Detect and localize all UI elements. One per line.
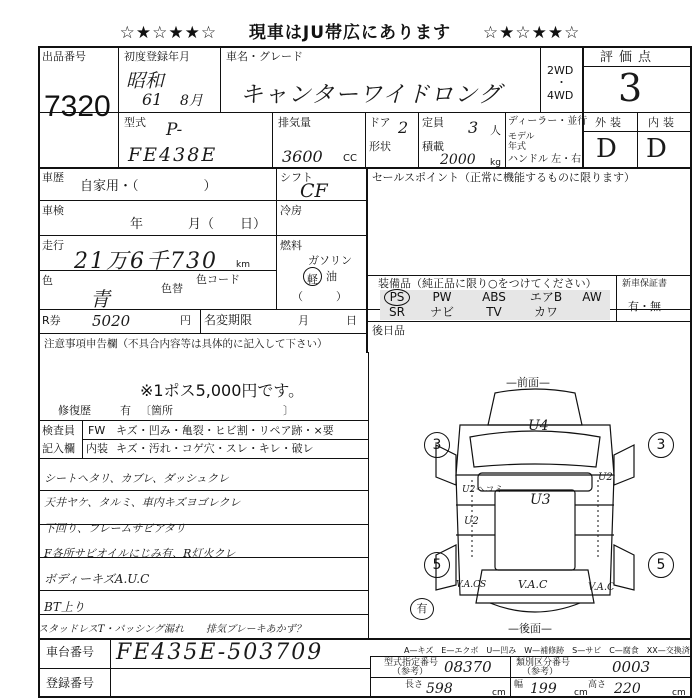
history-label: 車歴: [42, 171, 64, 184]
remark-7: スタッドレスT・パッシング漏れ: [38, 624, 184, 635]
drive-dot: ・: [556, 76, 567, 89]
displacement-unit: CC: [343, 153, 357, 164]
model-designation-sub: （参考）: [392, 667, 429, 677]
equipment-title: 装備品（純正品に限り○をつけてください）: [378, 277, 597, 290]
remark-4: F各所サビオイルにじみ有、R灯火クレ: [44, 547, 236, 560]
mark-vac-left: V.A.CS: [456, 580, 487, 590]
interior-value: D: [646, 134, 667, 164]
drive-2wd: 2WD: [547, 64, 574, 77]
model-value: FE438E: [128, 144, 218, 166]
banner: [0, 18, 700, 43]
width-unit: cm: [574, 688, 588, 698]
tire-fr-value: 3: [656, 437, 666, 453]
length-value: 598: [426, 681, 453, 697]
spare-value: 有: [416, 602, 428, 615]
chassis-value: FE435E-503709: [116, 640, 324, 665]
load-value: 2000: [440, 152, 476, 168]
handle-label: ハンドル 左・右: [508, 154, 582, 165]
doors-label: ドア: [369, 116, 391, 129]
inspection-month: 月（ 日）: [188, 217, 267, 232]
reg-number-label: 登録番号: [46, 676, 95, 690]
equip-pw: PW: [432, 290, 452, 304]
mileage-label: 走行: [42, 239, 64, 252]
width-value: 199: [530, 681, 557, 697]
post-install-label: 後日品: [372, 324, 405, 337]
exterior-label: 外装: [595, 116, 625, 129]
remark-6: BT上り: [44, 600, 85, 614]
repair-place: 〔箇所 〕: [140, 404, 294, 417]
color-label: 色: [42, 274, 53, 287]
model-prefix: P-: [166, 120, 183, 140]
warranty-value: 有・無: [628, 300, 661, 313]
equip-abs: ABS: [482, 290, 506, 304]
interior-insp-items: キズ・汚れ・コゲ穴・スレ・キレ・破レ: [116, 442, 314, 455]
equip-sr: SR: [389, 305, 405, 319]
banner-right-stars: ☆★☆★★☆: [482, 23, 581, 43]
recycle-unit: 円: [180, 314, 191, 327]
fuel-bracket: （ ）: [292, 290, 347, 303]
deadline-month: 月: [298, 314, 309, 327]
remark-3: 下回り、フレームサビアタリ: [44, 522, 186, 535]
diagram-top-label: —前面—: [506, 376, 550, 389]
mark-vac-right: V.A.C: [588, 582, 615, 593]
sales-label: セールスポイント（正常に機能するものに限ります）: [372, 171, 636, 184]
capacity-unit: 人: [490, 124, 501, 137]
notes-title: 注意事項申告欄（不具合内容等は具体的に記入して下さい）: [44, 338, 328, 350]
interior-label: 内装: [648, 116, 678, 129]
displacement-value: 3600: [282, 147, 323, 166]
load-label: 積載: [422, 140, 444, 153]
deadline-label: 名変期限: [204, 313, 253, 327]
color-code-label: 色コード: [196, 273, 240, 286]
height-label: 高さ: [588, 680, 607, 690]
shift-label: シフト: [280, 171, 313, 184]
model-label: 型式: [124, 116, 146, 129]
repair-label: 修復歴: [58, 404, 91, 417]
equip-ps: PS: [389, 290, 405, 304]
tire-fr: [648, 432, 674, 458]
ps-circle: [384, 289, 410, 306]
tire-rl: [424, 552, 450, 578]
color-change-label: 色替: [161, 282, 183, 295]
reg-era: 昭和: [126, 70, 165, 92]
equip-aw: AW: [582, 290, 602, 304]
mark-u2-left: U2: [464, 516, 479, 527]
mark-u2-right: U2: [598, 472, 613, 483]
equip-leather: カワ: [533, 305, 558, 319]
shift-value: CF: [300, 180, 328, 202]
tire-rl-value: 5: [432, 557, 442, 573]
displacement-label: 排気量: [278, 116, 311, 129]
inspection-year: 年: [130, 217, 144, 232]
fuel-oil: 油: [326, 270, 337, 283]
lot-label: 出品番号: [42, 50, 86, 63]
equip-tv: TV: [486, 305, 502, 319]
height-value: 220: [614, 681, 641, 697]
fuel-light: 軽: [307, 273, 318, 286]
inspector-label2: 記入欄: [42, 442, 75, 455]
fw-label: FW: [88, 424, 106, 437]
deadline-day: 日: [346, 314, 357, 327]
color-value: 青: [90, 287, 110, 311]
doors-value: 2: [398, 118, 409, 137]
drive-4wd: 4WD: [547, 89, 574, 102]
remark-1: シートヘタリ、カブレ、ダッシュクレ: [44, 472, 229, 485]
tire-rr-value: 5: [656, 557, 666, 573]
fw-items: キズ・凹み・亀裂・ヒビ割・リペア跡・×要: [116, 424, 334, 437]
diagram-bottom-label: —後面—: [508, 622, 552, 635]
tire-fl-value: 3: [432, 437, 442, 453]
load-unit: kg: [490, 158, 501, 168]
tire-rr: [648, 552, 674, 578]
height-unit: cm: [672, 688, 686, 698]
remark-5: ボディーキズA.U.C: [44, 572, 150, 586]
reg-year-label: 初度登録年月: [124, 50, 190, 63]
lot-number: 7320: [44, 90, 111, 123]
recycle-value: 5020: [92, 312, 131, 330]
fuel-gasoline: ガソリン: [308, 254, 352, 267]
chassis-label: 車台番号: [46, 645, 95, 659]
equip-airbag: エアB: [529, 290, 563, 304]
model-designation-label: 型式指定番号: [384, 658, 439, 668]
warranty-label: 新車保証書: [622, 279, 668, 289]
recycle-label: R券: [42, 314, 61, 327]
repair-value: 有: [120, 404, 131, 417]
mark-u2-dent: U2ヘコミ: [462, 485, 503, 495]
inspection-label: 車検: [42, 204, 64, 217]
spare-mark: [410, 598, 434, 620]
name-label: 車名・グレード: [226, 50, 303, 63]
interior-insp-label: 内装: [86, 442, 108, 455]
name-value: キャンターワイドロング: [240, 82, 502, 108]
score-label: 評価点: [600, 50, 658, 65]
model-year-label: モデル年式: [508, 132, 535, 152]
class-value: 0003: [612, 658, 651, 676]
fuel-light-circle: [303, 267, 322, 286]
score-value: 3: [618, 66, 643, 110]
mark-u4: U4: [528, 418, 549, 434]
mileage-unit: km: [236, 260, 250, 270]
banner-left-stars: ☆★☆★★☆: [119, 23, 218, 43]
dealer-label: ディーラー・並行: [508, 116, 588, 127]
class-label: 類別区分番号: [516, 658, 571, 668]
reg-month: 8月: [180, 93, 203, 109]
remark-8: 排気ブレーキあかず？: [206, 624, 306, 635]
exterior-value: D: [596, 134, 617, 164]
inspector-label1: 検査員: [42, 424, 75, 437]
mark-vac-center: V.A.C: [518, 578, 548, 591]
reg-year: 61: [142, 90, 163, 109]
cooling-label: 冷房: [280, 204, 302, 217]
class-sub: （参考）: [522, 667, 559, 677]
length-label: 長さ: [405, 680, 424, 690]
mark-u3: U3: [530, 492, 551, 508]
mileage-value: 21万6千730: [74, 249, 218, 274]
notes-main: ※1ポス5,000円です。: [140, 381, 305, 400]
fuel-label: 燃料: [280, 239, 302, 252]
length-unit: cm: [492, 688, 506, 698]
model-designation-value: 08370: [444, 658, 492, 676]
banner-text: 現車はJU帯広にあります: [248, 23, 452, 43]
equip-navi: ナビ: [429, 305, 454, 319]
remark-2: 天井ヤケ、タルミ、車内キズヨゴレクレ: [44, 496, 241, 509]
capacity-value: 3: [468, 118, 479, 137]
diagram-legend: A—キズ E—エクボ U—凹み W—補修跡 S—サビ C—腐食 XX—交換済: [404, 646, 690, 655]
capacity-label: 定員: [422, 116, 444, 129]
shape-label: 形状: [369, 140, 391, 153]
history-value: 自家用・（ ）: [80, 179, 217, 194]
tire-fl: [424, 432, 450, 458]
width-label: 幅: [514, 680, 524, 690]
